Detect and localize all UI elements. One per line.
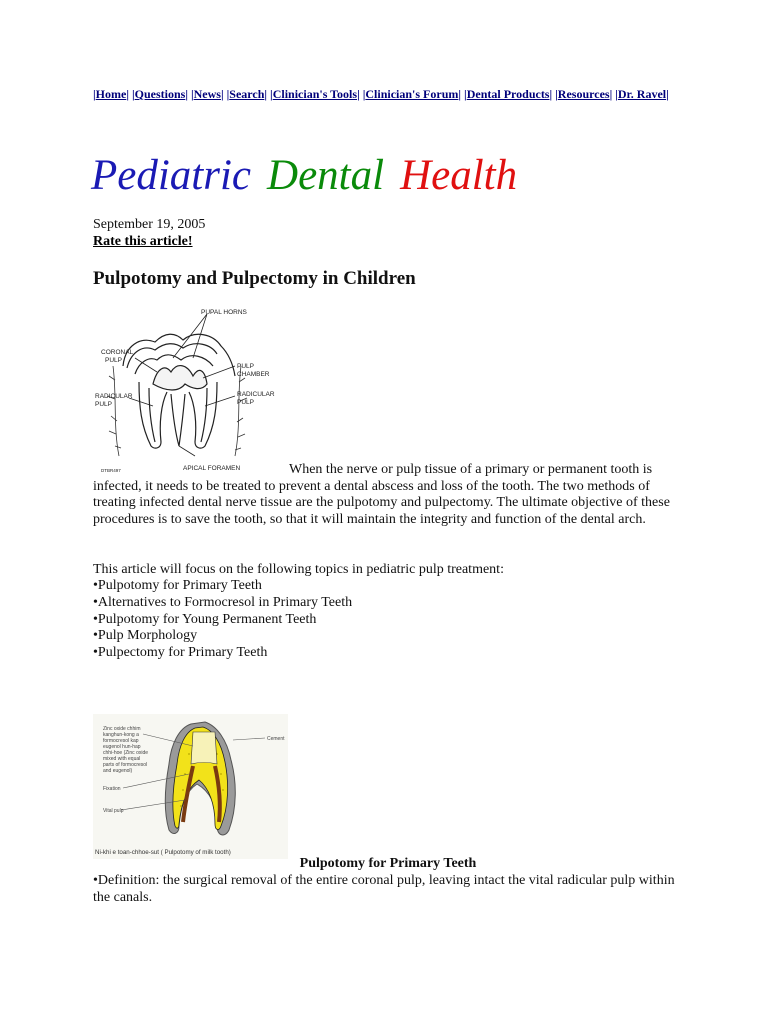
label-zinc-1: Zinc oxide chhim	[103, 726, 141, 732]
nav-link-clinicians-tools[interactable]: Clinician's Tools	[272, 87, 358, 101]
top-nav: |Home| |Questions| |News| |Search| |Clinician's Tools| |Clinician's Forum| |Dental Products| |Resources| |Dr. Ravel|	[93, 87, 669, 101]
nav-link-resources[interactable]: Resources	[557, 87, 610, 101]
label-zinc-4: eugenol hun-hap	[103, 744, 141, 750]
nav-link-clinicians-forum[interactable]: Clinician's Forum	[365, 87, 459, 101]
zinc-oxide-filling	[191, 732, 217, 764]
label-fixation: Fixation	[103, 786, 121, 792]
nav-link-news[interactable]: News	[193, 87, 221, 101]
label-zinc-7: parts of formocresol	[103, 762, 148, 768]
topic-item: • Pulpotomy for Primary Teeth	[93, 578, 352, 595]
tooth-root-right	[189, 382, 217, 448]
label-cement: Cement	[267, 736, 285, 742]
label-vital-pulp: Vital pulp	[103, 808, 124, 814]
nav-link-search[interactable]: Search	[229, 87, 265, 101]
figure2-caption: Ni-khi e toan-chhoe-sut ( Pulpotomy of milk tooth)	[95, 849, 231, 856]
nav-link-questions[interactable]: Questions	[134, 87, 186, 101]
nav-link-dental-products[interactable]: Dental Products	[466, 87, 550, 101]
topics-list	[93, 578, 352, 662]
nav-link-home[interactable]: Home	[95, 87, 127, 101]
label-figure-code: DTBR497	[101, 468, 121, 473]
masthead-word-dental: Dental	[267, 152, 385, 199]
topic-item: • Alternatives to Formocresol in Primary Teeth	[93, 595, 352, 612]
tooth-root-left	[139, 382, 167, 448]
article-title: Pulpotomy and Pulpectomy in Children	[93, 268, 416, 289]
label-zinc-6: mixed with equal	[103, 756, 141, 762]
label-zinc-5: chhi-hoe (Zinc oxide	[103, 750, 149, 756]
section-heading: Pulpotomy for Primary Teeth	[299, 856, 477, 871]
nav-link-dr-ravel[interactable]: Dr. Ravel	[617, 87, 667, 101]
label-coronal: CORONAL	[101, 349, 134, 356]
label-pupal-horns: PUPAL HORNS	[201, 309, 247, 316]
rate-article-link[interactable]: Rate this article!	[93, 234, 193, 249]
label-zinc-2: kanghun-kong a	[103, 732, 139, 738]
label-radicular-right: RADICULAR	[237, 391, 275, 398]
intro-paragraph: When the nerve or pulp tissue of a primary or permanent tooth is infected, it needs to be treated to prevent a dental abscess and loss of the tooth. The two methods of treating infected dental nerve tissue are the pulpotomy and pulpectomy. The ultimate objective of these procedures is to save the tooth, so that it will maintain the integrity and function of the dental arch.	[93, 462, 670, 528]
topic-item: • Pulpectomy for Primary Teeth	[93, 645, 352, 662]
label-apical-foramen: APICAL FORAMEN	[183, 465, 241, 472]
topic-item: • Pulpotomy for Young Permanent Teeth	[93, 612, 352, 629]
masthead-word-health: Health	[400, 152, 518, 199]
site-masthead	[91, 150, 533, 202]
label-coronal-pulp: PULP	[105, 357, 122, 364]
tooth-anatomy-diagram	[95, 306, 275, 476]
pulpotomy-diagram	[93, 714, 288, 859]
label-zinc-3: formocresol kap	[103, 738, 139, 744]
label-pulp: PULP	[237, 363, 254, 370]
pulp-chamber	[153, 366, 207, 390]
topics-lead: This article will focus on the following topics in pediatric pulp treatment:	[93, 562, 504, 577]
definition-paragraph: • Definition: the surgical removal of the entire coronal pulp, leaving intact the vital radicular pulp within the canals.	[93, 873, 683, 907]
label-zinc-8: and eugenol)	[103, 768, 133, 774]
label-radicular-left-pulp: PULP	[95, 401, 112, 408]
masthead-word-pediatric: Pediatric	[91, 152, 252, 199]
label-chamber: CHAMBER	[237, 371, 270, 378]
label-radicular-left: RADICULAR	[95, 393, 133, 400]
topic-item: • Pulp Morphology	[93, 628, 352, 645]
label-radicular-right-pulp: PULP	[237, 399, 254, 406]
article-date: September 19, 2005	[93, 217, 206, 232]
